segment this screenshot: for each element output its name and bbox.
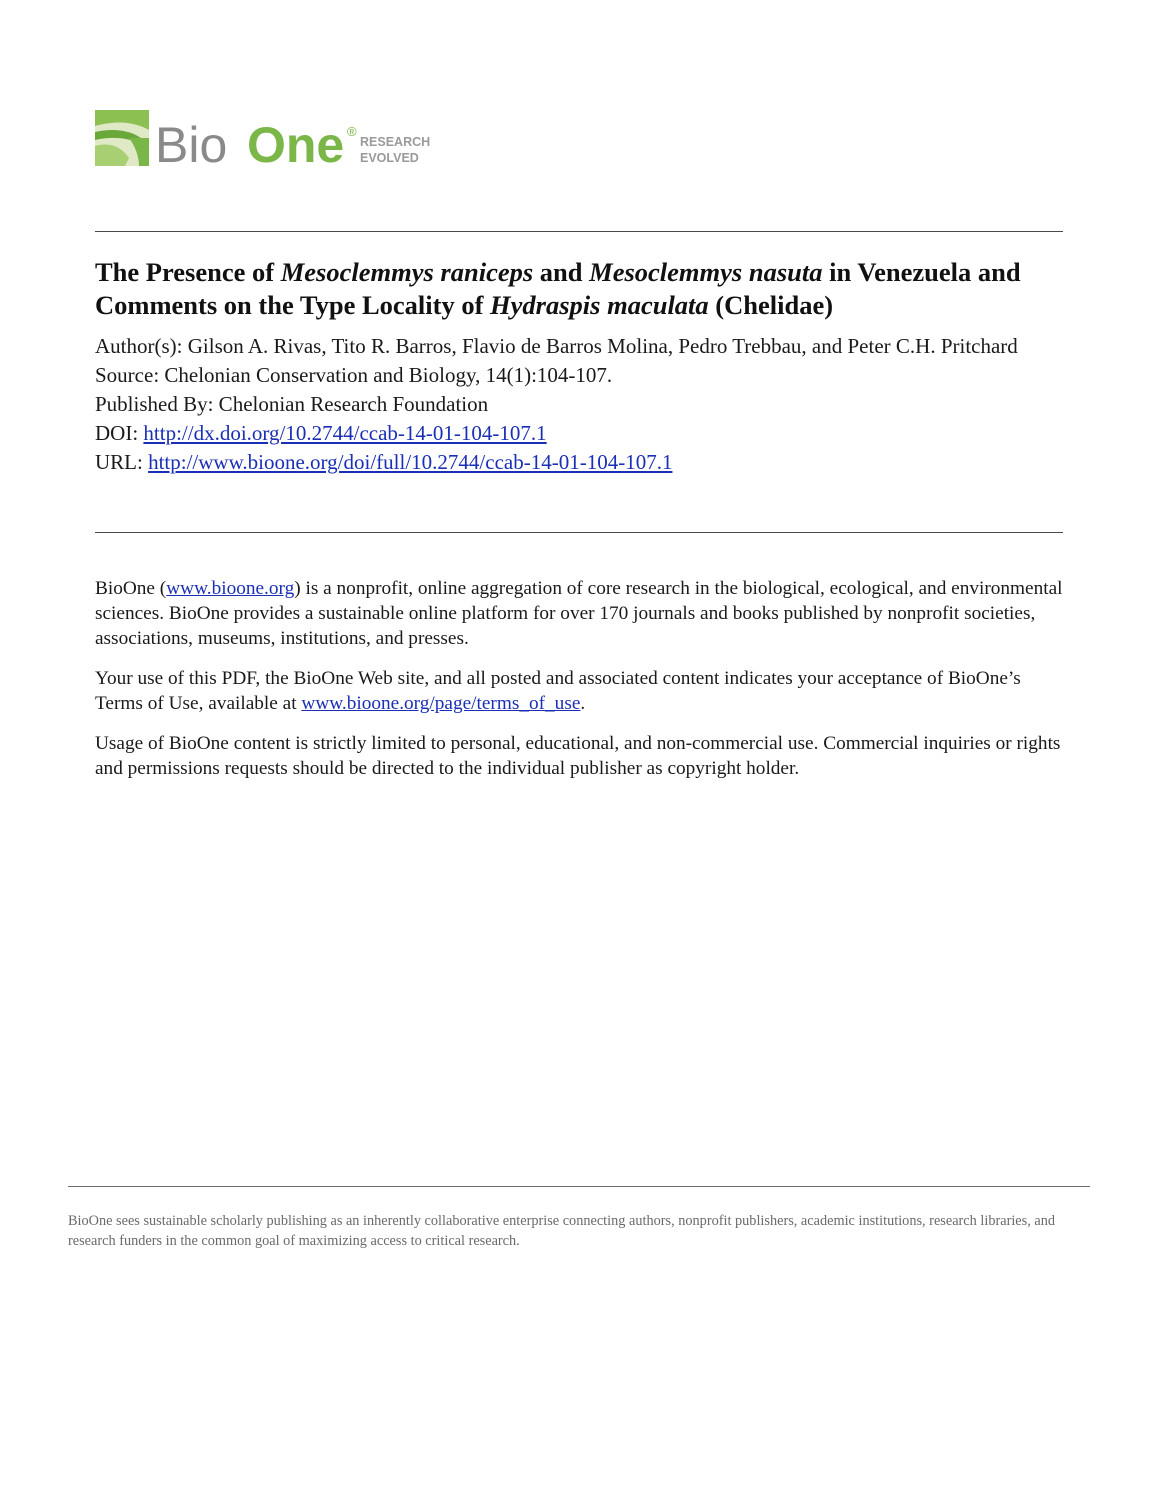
terms-of-use-link[interactable]: www.bioone.org/page/terms_of_use <box>301 693 581 714</box>
publisher-line: Published By: Chelonian Research Foundation <box>95 392 489 416</box>
footer-divider <box>68 1186 1090 1187</box>
title-species-maculata: Hydraspis maculata <box>490 290 709 320</box>
authors-line: Author(s): Gilson A. Rivas, Tito R. Barros, Flavio de Barros Molina, Pedro Trebbau, and Peter C.H. Pritchard <box>95 334 1018 358</box>
title-species-nasuta: Mesoclemmys nasuta <box>589 257 823 287</box>
url-line <box>95 448 1070 477</box>
article-title <box>95 256 1070 322</box>
usage-paragraph: Usage of BioOne content is strictly limited to personal, educational, and non-commercial use. Commercial inquiries or rights and permissions requests should be directed to the individual publisher as copyright holder. <box>95 733 1061 779</box>
footer-statement: BioOne sees sustainable scholarly publishing as an inherently collaborative enterprise connecting authors, nonprofit publishers, academic institutions, research libraries, and research funders in the common goal of maximizing access to critical research. <box>68 1213 1056 1249</box>
logo-bio-text: Bio <box>155 117 228 170</box>
notice-body <box>95 576 1070 796</box>
logo-tagline-research: RESEARCH <box>360 135 431 149</box>
about-text-end: ) is a nonprofit, online aggregation of core research in the biological, ecological, and environmental sciences. BioOne provides a sustainable online platform for over 170 journals and books published by nonprofit societies, associations, museums, institutions, and presses. <box>95 578 1063 649</box>
article-metadata <box>95 332 1070 477</box>
top-divider <box>95 231 1063 232</box>
middle-divider <box>95 532 1063 533</box>
title-part: and <box>533 257 590 287</box>
terms-text-end: . <box>580 693 586 714</box>
terms-paragraph <box>95 666 1070 716</box>
source-line: Source: Chelonian Conservation and Biology, 14(1):104-107. <box>95 363 613 387</box>
title-part: in Venezuela and Comments on the Type Locality of <box>95 257 1021 320</box>
title-part: (Chelidae) <box>708 290 834 320</box>
url-link[interactable]: http://www.bioone.org/doi/full/10.2744/ccab-14-01-104-107.1 <box>148 450 673 474</box>
logo-tagline-evolved: EVOLVED <box>360 151 419 165</box>
about-paragraph <box>95 576 1070 651</box>
bioone-leaf-icon <box>95 110 149 166</box>
doi-line <box>95 419 1070 448</box>
logo-one-text: One <box>247 117 345 170</box>
title-part: The Presence of <box>95 257 281 287</box>
title-species-raniceps: Mesoclemmys raniceps <box>280 257 534 287</box>
bioone-home-link[interactable]: www.bioone.org <box>166 578 295 599</box>
doi-label: DOI: <box>95 421 144 445</box>
about-text-start: BioOne ( <box>95 578 167 599</box>
url-label: URL: <box>95 450 149 474</box>
terms-text-start: Your use of this PDF, the BioOne Web site, and all posted and associated content indicates your acceptance of BioOne’s Terms of Use, available at <box>95 668 1021 714</box>
logo-registered-mark: ® <box>347 124 357 139</box>
doi-link[interactable]: http://dx.doi.org/10.2744/ccab-14-01-104-107.1 <box>143 421 547 445</box>
bioone-logo <box>95 108 455 170</box>
